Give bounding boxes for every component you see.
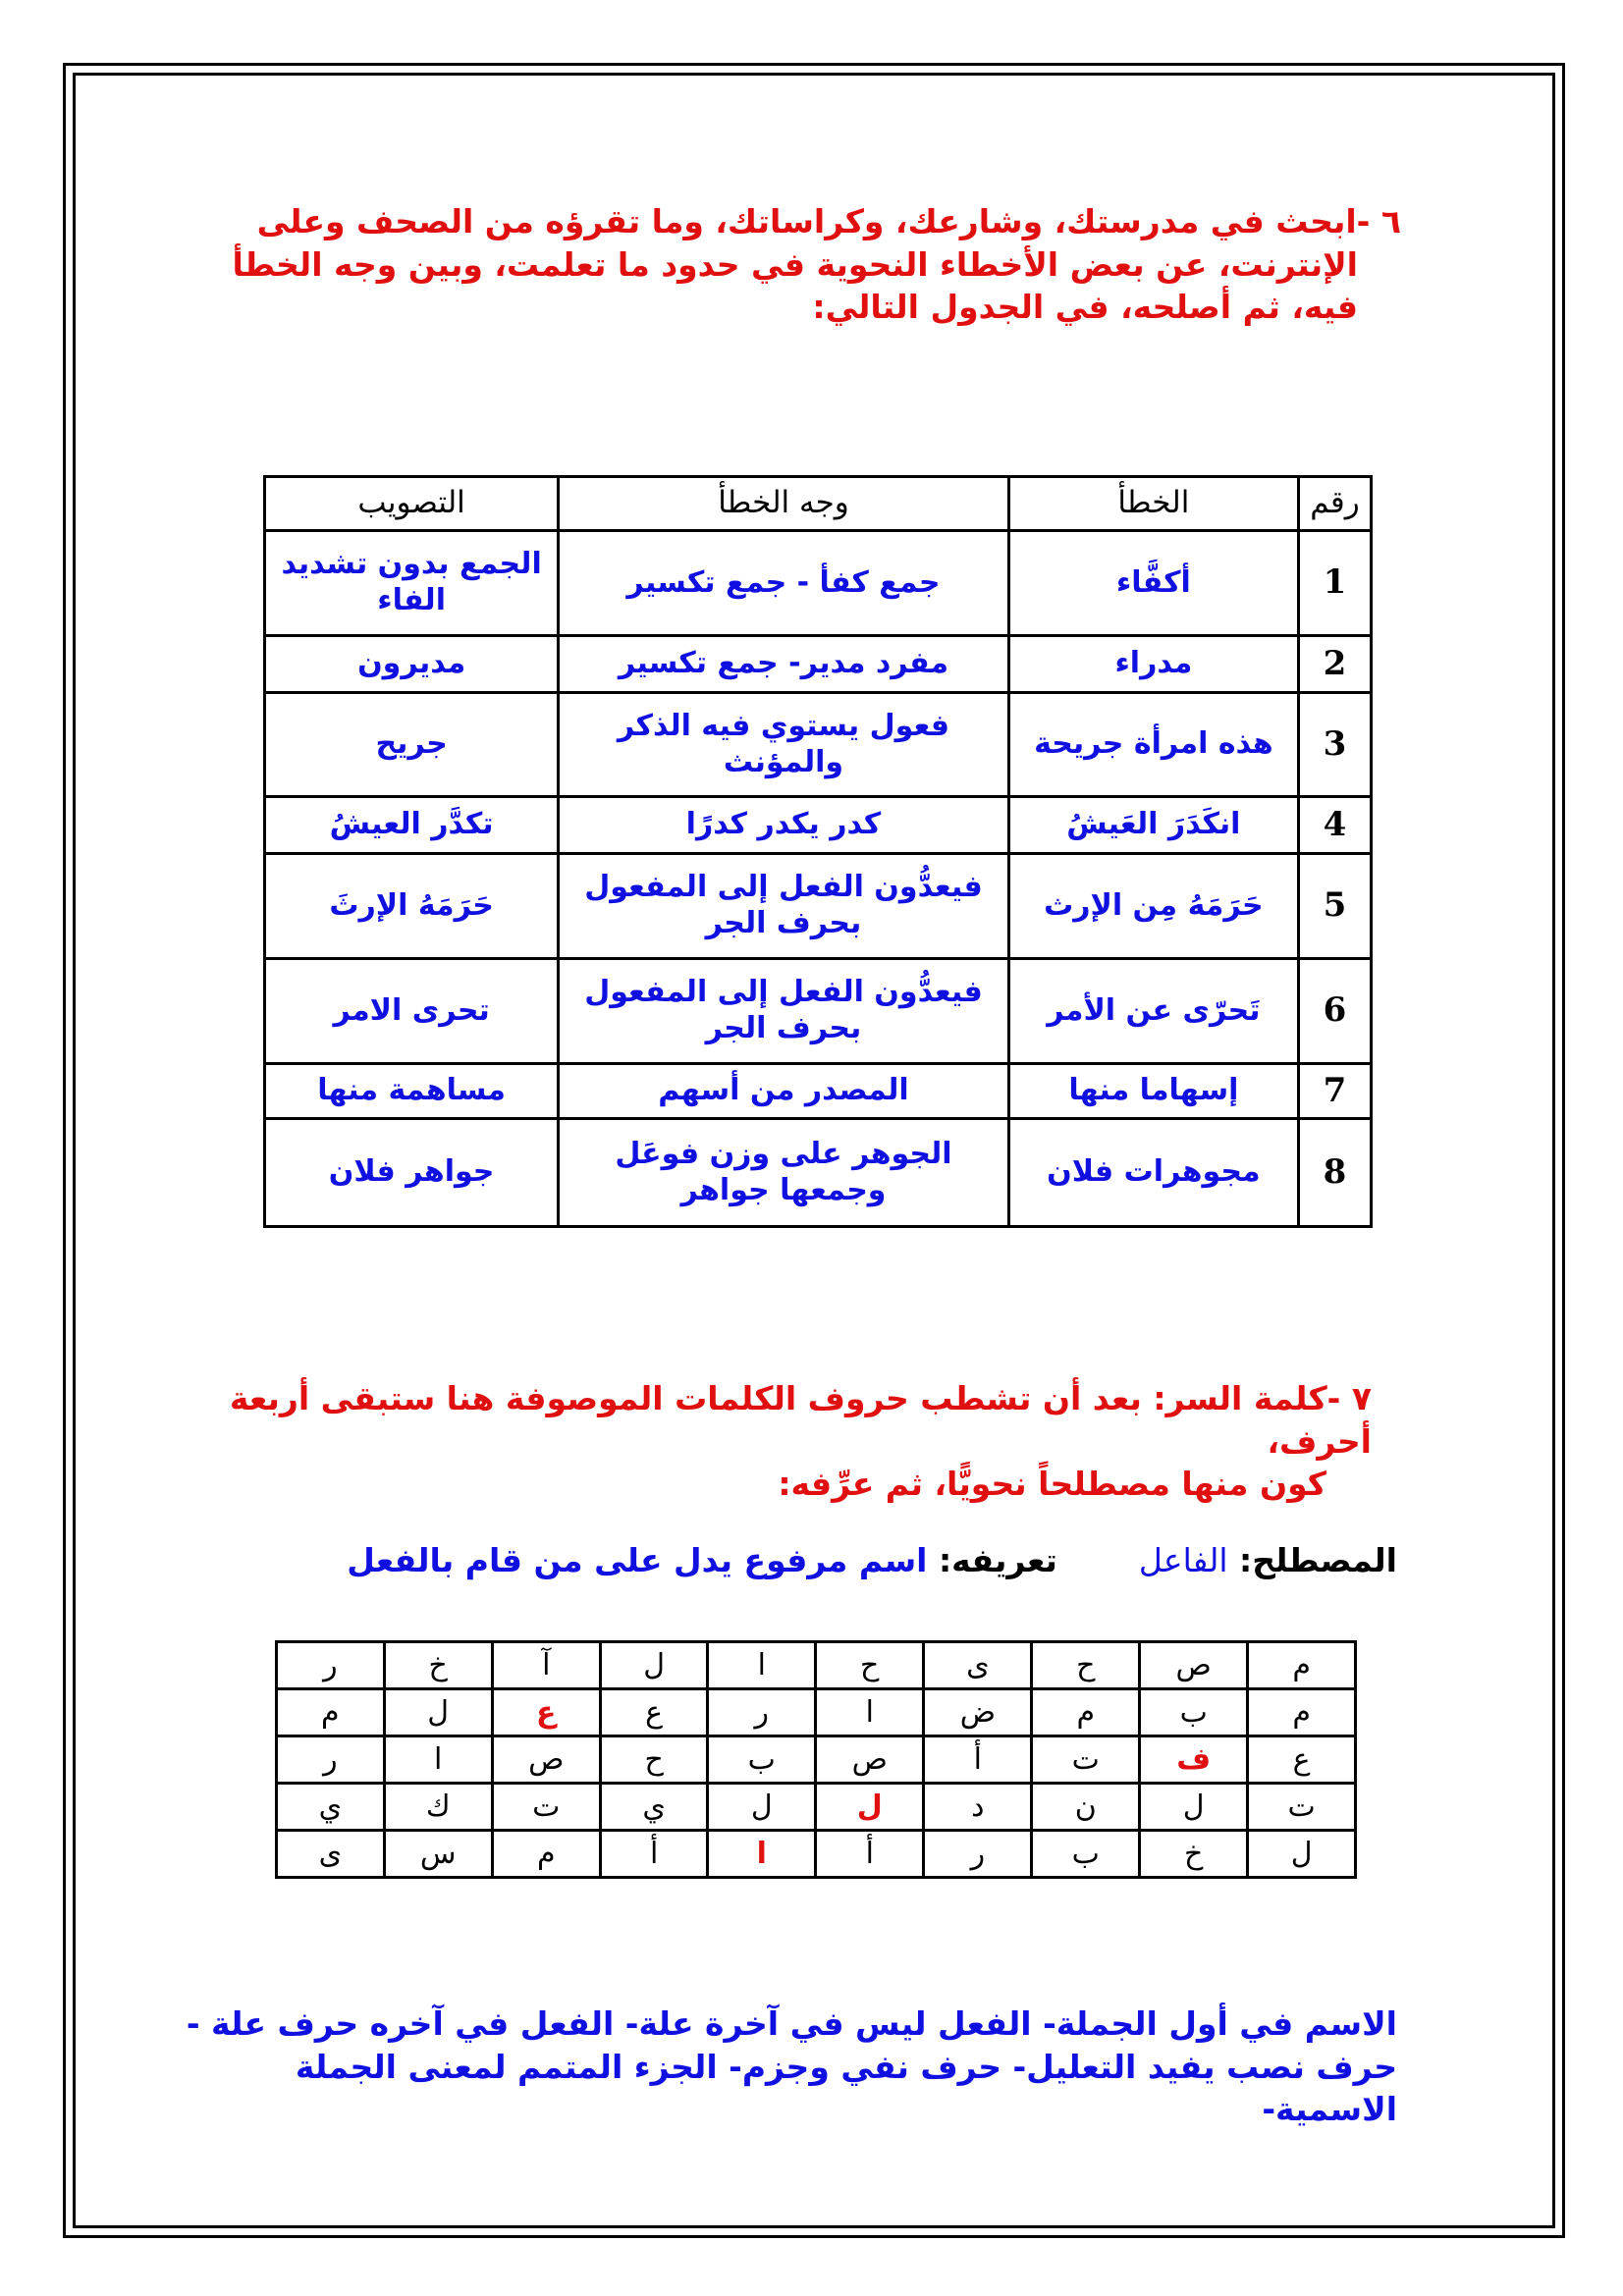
grid-cell-highlighted: ل bbox=[816, 1784, 924, 1831]
table-row bbox=[265, 854, 1372, 959]
row-correction: جريح bbox=[265, 693, 559, 797]
table-row bbox=[265, 636, 1372, 693]
grid-cell: خ bbox=[1140, 1831, 1248, 1878]
row-error: تَحرّى عن الأمر bbox=[1008, 959, 1298, 1064]
question-6-line-3: فيه، ثم أصلحه، في الجدول التالي: bbox=[812, 288, 1358, 327]
row-reason: المصدر من أسهم bbox=[559, 1064, 1008, 1119]
grid-cell: ل bbox=[600, 1642, 708, 1689]
grid-cell: ح bbox=[816, 1642, 924, 1689]
grid-cell: ض bbox=[924, 1689, 1032, 1736]
grid-cell: ع bbox=[1248, 1736, 1356, 1784]
grid-cell: خ bbox=[384, 1642, 492, 1689]
grid-cell: ي bbox=[277, 1784, 385, 1831]
row-reason: جمع كفأ - جمع تكسير bbox=[559, 531, 1008, 636]
grid-cell: ت bbox=[1032, 1736, 1140, 1784]
clues bbox=[170, 2002, 1397, 2131]
row-correction: الجمع بدون تشديد الفاء bbox=[265, 531, 559, 636]
row-correction: جواهر فلان bbox=[265, 1119, 559, 1227]
question-6-line-1: ٦ -ابحث في مدرستك، وشارعك، وكراساتك، وما تقرؤه من الصحف وعلى bbox=[256, 202, 1401, 240]
table-row bbox=[265, 693, 1372, 797]
grid-cell: ت bbox=[492, 1784, 600, 1831]
row-error: انكَدَرَ العَيشُ bbox=[1008, 797, 1298, 854]
grid-cell: ا bbox=[708, 1642, 816, 1689]
header-num: رقم bbox=[1299, 477, 1372, 531]
row-num: 4 bbox=[1299, 797, 1372, 854]
definition-value: اسم مرفوع يدل على من قام بالفعل bbox=[347, 1541, 928, 1579]
grid-cell: م bbox=[1248, 1689, 1356, 1736]
row-num: 5 bbox=[1299, 854, 1372, 959]
header-correction: التصويب bbox=[265, 477, 559, 531]
row-reason: كدر يكدر كدرًا bbox=[559, 797, 1008, 854]
row-reason: فيعدُّون الفعل إلى المفعول بحرف الجر bbox=[559, 854, 1008, 959]
grid-cell: ت bbox=[1248, 1784, 1356, 1831]
grid-cell: ى bbox=[277, 1831, 385, 1878]
table-row bbox=[265, 531, 1372, 636]
row-num: 1 bbox=[1299, 531, 1372, 636]
grid-cell: ن bbox=[1032, 1784, 1140, 1831]
grid-cell: س bbox=[384, 1831, 492, 1878]
grid-cell: ح bbox=[600, 1736, 708, 1784]
term-line bbox=[219, 1539, 1397, 1582]
clues-line-2: حرف نصب يفيد التعليل- حرف نفي وجزم- الجزء المتمم لمعنى الجملة الاسمية- bbox=[295, 2047, 1397, 2129]
question-7 bbox=[193, 1377, 1372, 1506]
row-error: هذه امرأة جريحة bbox=[1008, 693, 1298, 797]
table-row bbox=[265, 959, 1372, 1064]
question-7-line-1: ٧ -كلمة السر: بعد أن تشطب حروف الكلمات الموصوفة هنا ستبقى أربعة أحرف، bbox=[229, 1379, 1372, 1461]
grid-cell: ر bbox=[277, 1736, 385, 1784]
term-value: الفاعل bbox=[1138, 1541, 1228, 1579]
row-reason: فيعدُّون الفعل إلى المفعول بحرف الجر bbox=[559, 959, 1008, 1064]
grid-cell: ل bbox=[1140, 1784, 1248, 1831]
grid-cell: ر bbox=[708, 1689, 816, 1736]
row-error: أكفَّاء bbox=[1008, 531, 1298, 636]
grid-cell: آ bbox=[492, 1642, 600, 1689]
grid-cell: ر bbox=[277, 1642, 385, 1689]
row-reason: فعول يستوي فيه الذكر والمؤنث bbox=[559, 693, 1008, 797]
grid-row bbox=[277, 1736, 1356, 1784]
grid-cell: ر bbox=[924, 1831, 1032, 1878]
grid-cell: ح bbox=[1032, 1642, 1140, 1689]
table-row bbox=[265, 1119, 1372, 1227]
grid-cell: م bbox=[1248, 1642, 1356, 1689]
row-reason: الجوهر على وزن فوعَل وجمعها جواهر bbox=[559, 1119, 1008, 1227]
row-error: حَرَمَهُ مِن الإرث bbox=[1008, 854, 1298, 959]
grid-cell: ع bbox=[600, 1689, 708, 1736]
grid-cell: ص bbox=[492, 1736, 600, 1784]
grid-cell: أ bbox=[816, 1831, 924, 1878]
grid-cell: ا bbox=[384, 1736, 492, 1784]
grid-cell-highlighted: ع bbox=[492, 1689, 600, 1736]
grid-cell-highlighted: ا bbox=[708, 1831, 816, 1878]
grid-cell: ص bbox=[816, 1736, 924, 1784]
definition-label: تعريفه: bbox=[938, 1541, 1057, 1579]
table-row bbox=[265, 797, 1372, 854]
row-correction: حَرَمَهُ الإرثَ bbox=[265, 854, 559, 959]
corrections-table bbox=[263, 475, 1373, 1228]
question-6-line-2: الإنترنت، عن بعض الأخطاء النحوية في حدود ما تعلمت، وبين وجه الخطأ bbox=[232, 244, 1358, 284]
row-correction: تكدَّر العيشُ bbox=[265, 797, 559, 854]
row-correction: مديرون bbox=[265, 636, 559, 693]
grid-cell: ل bbox=[708, 1784, 816, 1831]
grid-row bbox=[277, 1689, 1356, 1736]
grid-cell: ب bbox=[1032, 1831, 1140, 1878]
grid-cell: ي bbox=[600, 1784, 708, 1831]
table-header-row bbox=[265, 477, 1372, 531]
row-num: 6 bbox=[1299, 959, 1372, 1064]
row-error: مجوهرات فلان bbox=[1008, 1119, 1298, 1227]
grid-cell: م bbox=[1032, 1689, 1140, 1736]
row-error: إسهاما منها bbox=[1008, 1064, 1298, 1119]
grid-cell: ا bbox=[816, 1689, 924, 1736]
clues-line-1: الاسم في أول الجملة- الفعل ليس في آخرة علة- الفعل في آخره حرف علة - bbox=[186, 2004, 1397, 2043]
row-num: 7 bbox=[1299, 1064, 1372, 1119]
grid-cell: م bbox=[277, 1689, 385, 1736]
grid-cell: د bbox=[924, 1784, 1032, 1831]
grid-cell: ص bbox=[1140, 1642, 1248, 1689]
row-num: 2 bbox=[1299, 636, 1372, 693]
question-6 bbox=[193, 200, 1401, 329]
row-error: مدراء bbox=[1008, 636, 1298, 693]
row-num: 8 bbox=[1299, 1119, 1372, 1227]
row-num: 3 bbox=[1299, 693, 1372, 797]
grid-cell: ب bbox=[1140, 1689, 1248, 1736]
grid-cell: م bbox=[492, 1831, 600, 1878]
table-row bbox=[265, 1064, 1372, 1119]
row-reason: مفرد مدير- جمع تكسير bbox=[559, 636, 1008, 693]
grid-cell: ك bbox=[384, 1784, 492, 1831]
header-reason: وجه الخطأ bbox=[559, 477, 1008, 531]
grid-row bbox=[277, 1642, 1356, 1689]
grid-cell: أ bbox=[600, 1831, 708, 1878]
grid-cell: ب bbox=[708, 1736, 816, 1784]
header-error: الخطأ bbox=[1008, 477, 1298, 531]
row-correction: تحرى الامر bbox=[265, 959, 559, 1064]
question-7-line-2: كون منها مصطلحاً نحويًّا، ثم عرِّفه: bbox=[778, 1465, 1326, 1504]
term-label: المصطلح: bbox=[1239, 1541, 1397, 1579]
grid-cell: ل bbox=[1248, 1831, 1356, 1878]
grid-cell: ى bbox=[924, 1642, 1032, 1689]
grid-cell: ل bbox=[384, 1689, 492, 1736]
grid-cell-highlighted: ف bbox=[1140, 1736, 1248, 1784]
letter-grid bbox=[275, 1640, 1357, 1879]
grid-row bbox=[277, 1784, 1356, 1831]
row-correction: مساهمة منها bbox=[265, 1064, 559, 1119]
grid-cell: أ bbox=[924, 1736, 1032, 1784]
grid-row bbox=[277, 1831, 1356, 1878]
